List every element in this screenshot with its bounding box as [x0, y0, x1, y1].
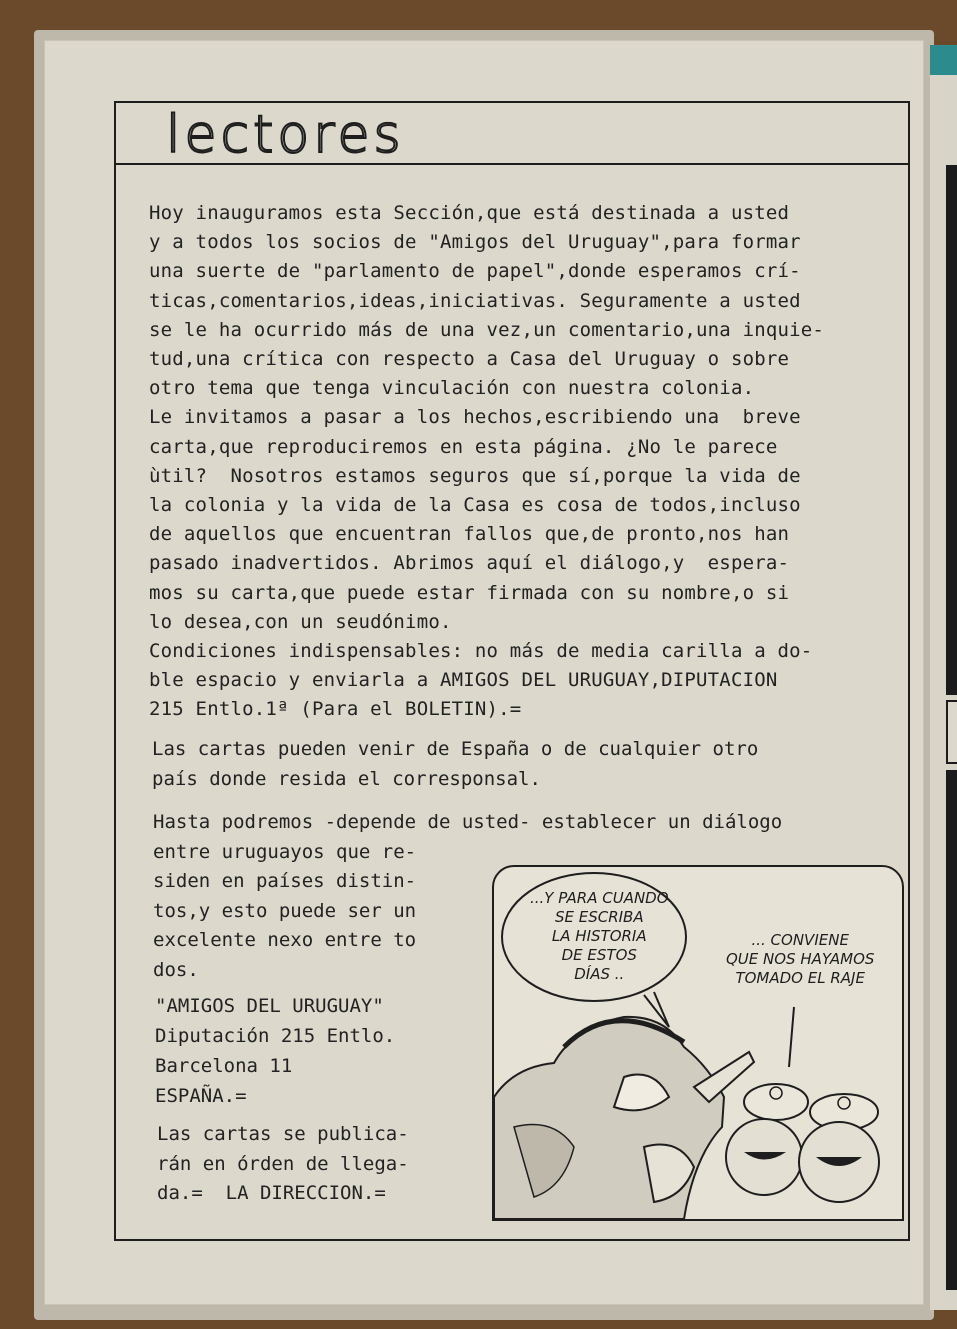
text-line: Las cartas se publica- — [157, 1123, 409, 1145]
next-page-block-top — [946, 165, 957, 695]
text-line: una suerte de "parlamento de papel",donde esperamos crí- — [149, 260, 801, 283]
text-line: da.= LA DIRECCION.= — [157, 1182, 386, 1204]
text-line: ticas,comentarios,ideas,iniciativas. Seguramente a usted — [149, 289, 801, 312]
text-line: la colonia y la vida de la Casa es cosa de todos,incluso — [149, 494, 801, 517]
text-line: y a todos los socios de "Amigos del Uruguay",para formar — [149, 231, 801, 254]
next-page-box — [946, 700, 957, 764]
text-line: dos. — [153, 958, 199, 981]
address-line: ESPAÑA.= — [155, 1085, 247, 1107]
text-line: Hasta podremos -depende de usted- establecer un diálogo — [153, 811, 783, 833]
general-figure — [494, 1017, 724, 1219]
text-line: Hoy inauguramos esta Sección,que está destinada a usted — [149, 202, 790, 224]
text-line: lo desea,con un seudónimo. — [149, 610, 452, 633]
text-line: otro tema que tenga vinculación con nuestra colonia. — [149, 377, 755, 400]
text-line: siden en países distin- — [153, 870, 417, 892]
paragraph-origin — [152, 734, 758, 794]
text-line: tos,y esto puede ser un — [153, 899, 417, 922]
next-page-edge — [930, 70, 957, 1310]
text-line: 215 Entlo.1ª (Para el BOLETIN).= — [149, 698, 522, 721]
address-line: "AMIGOS DEL URUGUAY" — [155, 995, 384, 1017]
text-line: Le invitamos a pasar a los hechos,escribiendo una breve — [149, 406, 801, 429]
section-frame — [114, 101, 910, 1241]
next-page-block-bottom — [946, 770, 957, 1290]
text-line: de aquellos que encuentran fallos que,de pronto,nos han — [149, 523, 790, 546]
text-line: Condiciones indispensables: no más de media carilla a do- — [149, 640, 813, 663]
text-line: Las cartas pueden venir de España o de cualquier otro — [152, 738, 759, 760]
text-line: rán en órden de llega- — [157, 1152, 409, 1175]
speech-bubble-right-text: ... CONVIENE QUE NOS HAYAMOS TOMADO EL RAJE — [726, 931, 875, 987]
text-line: tud,una crítica con respecto a Casa del Uruguay o sobre — [149, 348, 790, 371]
paragraph-invitation — [149, 199, 899, 725]
postal-address — [155, 991, 395, 1111]
text-line: excelente nexo entre to — [153, 929, 417, 951]
text-line: país donde resida el corresponsal. — [152, 768, 541, 790]
address-line: Barcelona 11 — [155, 1055, 293, 1077]
address-line: Diputación 215 Entlo. — [155, 1025, 396, 1047]
text-line: carta,que reproduciremos en esta página. ¿No le parece — [149, 435, 778, 458]
speech-bubble-left-text: ...Y PARA CUANDO SE ESCRIBA LA HISTORIA DE ESTOS DÍAS .. — [530, 889, 669, 983]
title-bar — [116, 103, 908, 165]
speech-pointer-right — [789, 1007, 794, 1067]
text-line: se le ha ocurrido más de una vez,un comentario,una inquie- — [149, 318, 825, 341]
text-line: mos su carta,que puede estar firmada con su nombre,o si — [149, 581, 790, 604]
section-title: lectores — [166, 105, 405, 165]
officer-cap-left — [744, 1084, 808, 1120]
teal-tab — [930, 45, 957, 75]
text-line: ùtil? Nosotros estamos seguros que sí,porque la vida de — [149, 464, 801, 487]
text-line: entre uruguayos que re- — [153, 840, 417, 863]
closing-note — [157, 1120, 409, 1209]
cartoon-illustration — [492, 865, 904, 1221]
text-line: pasado inadvertidos. Abrimos aquí el diálogo,y espera- — [149, 552, 790, 575]
text-line: ble espacio y enviarla a AMIGOS DEL URUGUAY,DIPUTACION — [149, 669, 778, 692]
